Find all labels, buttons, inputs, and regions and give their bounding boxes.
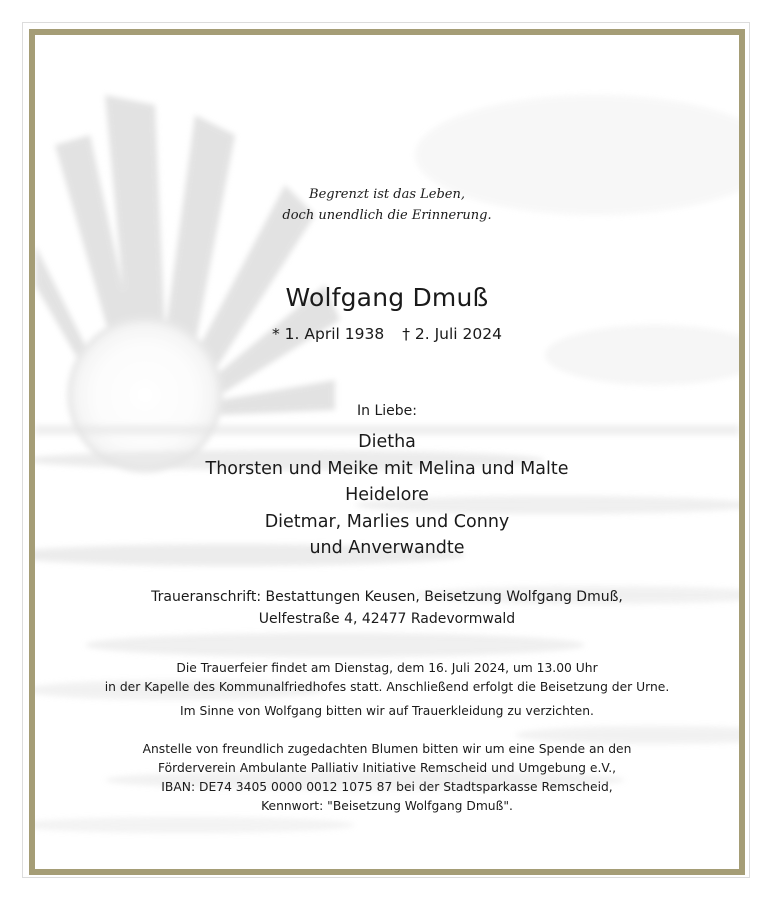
life-dates [35,325,739,343]
mourner-name: Thorsten und Meike mit Melina und Malte [205,458,569,479]
mourner-name: und Anverwandte [309,538,465,558]
mourner-name: Heidelore [345,485,429,505]
ceremony-info [35,659,739,697]
donation-line: IBAN: DE74 3405 0000 0012 1075 87 bei der Stadtsparkasse Remscheid, [161,780,613,794]
notice-content [35,35,739,869]
donation-info [35,740,739,816]
donation-line: Kennwort: "Beisetzung Wolfgang Dmuß". [261,799,513,813]
birth-date: * 1. April 1938 [272,325,385,343]
address-line: Traueranschrift: Bestattungen Keusen, Beisetzung Wolfgang Dmuß, [151,589,623,605]
donation-line: Anstelle von freundlich zugedachten Blumen bitten wir um eine Spende an den [142,742,632,756]
mourners-list [35,429,739,562]
deceased-name: Wolfgang Dmuß [285,283,489,312]
mourner-name: Dietmar, Marlies und Conny [264,511,510,532]
ceremony-line: in der Kapelle des Kommunalfriedhofes statt. Anschließend erfolgt die Beisetzung der Urne. [104,680,670,694]
address-line: Uelfestraße 4, 42477 Radevormwald [258,611,516,627]
death-date: † 2. Juli 2024 [402,325,502,343]
condolence-address [35,586,739,630]
motto-line: Begrenzt ist das Leben, [309,187,465,202]
donation-line: Förderverein Ambulante Palliativ Initiative Remscheid und Umgebung e.V., [157,761,617,775]
motto [35,184,739,226]
motto-line: doch unendlich die Erinnerung. [282,208,492,223]
mourner-name: Dietha [358,432,416,452]
mourners-intro: In Liebe: [357,403,417,419]
ceremony-line: Die Trauerfeier findet am Dienstag, dem 16. Juli 2024, um 13.00 Uhr [176,661,598,675]
notice-frame [29,29,745,875]
clothing-note: Im Sinne von Wolfgang bitten wir auf Trauerkleidung zu verzichten. [180,704,594,718]
